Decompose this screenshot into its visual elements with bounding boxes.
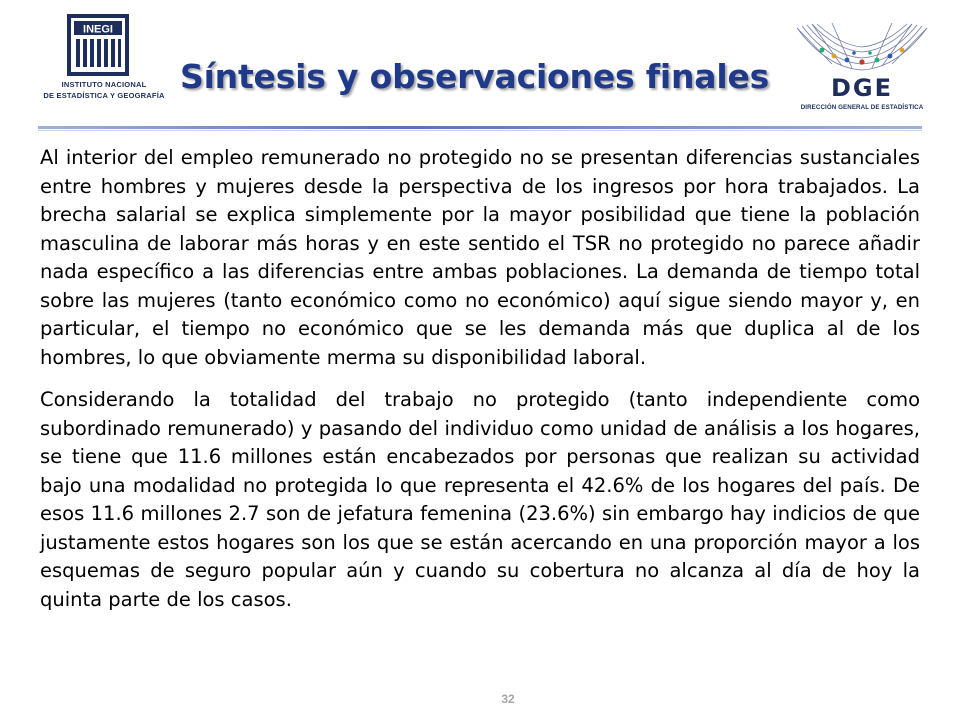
page-number: 32 — [501, 692, 515, 706]
paragraph-2: Considerando la totalidad del trabajo no protegido (tanto independiente como subordinado remunerado) y pasando del individuo como unidad de análisis a los hogares, se tiene que 11.6 millones están encabezados por personas que realizan su actividad bajo una modalidad no protegida lo que representa el 42.6% de los hogares del país. De esos 11.6 millones 2.7 son de jefatura femenina (23.6%) sin embargo hay indicios de que justamente estos hogares son los que se están acercando en una proporción mayor a los esquemas de seguro popular aún y cuando su cobertura no alcanza al día de hoy la quinta parte de los casos. — [40, 388, 920, 611]
header-divider — [38, 126, 922, 129]
header-divider-shadow — [38, 130, 922, 131]
inegi-name-line1: INSTITUTO NACIONAL — [61, 80, 147, 89]
dge-subtitle: DIRECCIÓN GENERAL DE ESTADÍSTICA — [800, 104, 924, 111]
dge-acronym: DGE — [830, 74, 894, 102]
inegi-emblem-icon — [67, 14, 129, 76]
inegi-acronym: INEGI — [83, 23, 113, 36]
inegi-name-line2: DE ESTADÍSTICA Y GEOGRAFÍA — [43, 91, 165, 100]
page-title: Síntesis y observaciones finales — [180, 57, 770, 96]
paragraph-1: Al interior del empleo remunerado no protegido no se presentan diferencias sustanciales entre hombres y mujeres desde la perspectiva de los ingresos por hora trabajados. La brecha salarial se explica simplemente por la mayor posibilidad que tiene la población masculina de laborar más horas y en este sentido el TSR no protegido no parece añadir nada específico a las diferencias entre ambas poblaciones. La demanda de tiempo total sobre las mujeres (tanto económico como no económico) aquí sigue siendo mayor y, en particular, el tiempo no económico que se les demanda más que duplica al de los hombres, lo que obviamente merma su disponibilidad laboral. — [40, 146, 920, 369]
dge-emblem-icon — [792, 20, 932, 104]
dge-logo — [792, 20, 932, 120]
body-text — [40, 144, 920, 628]
inegi-logo — [34, 14, 174, 110]
